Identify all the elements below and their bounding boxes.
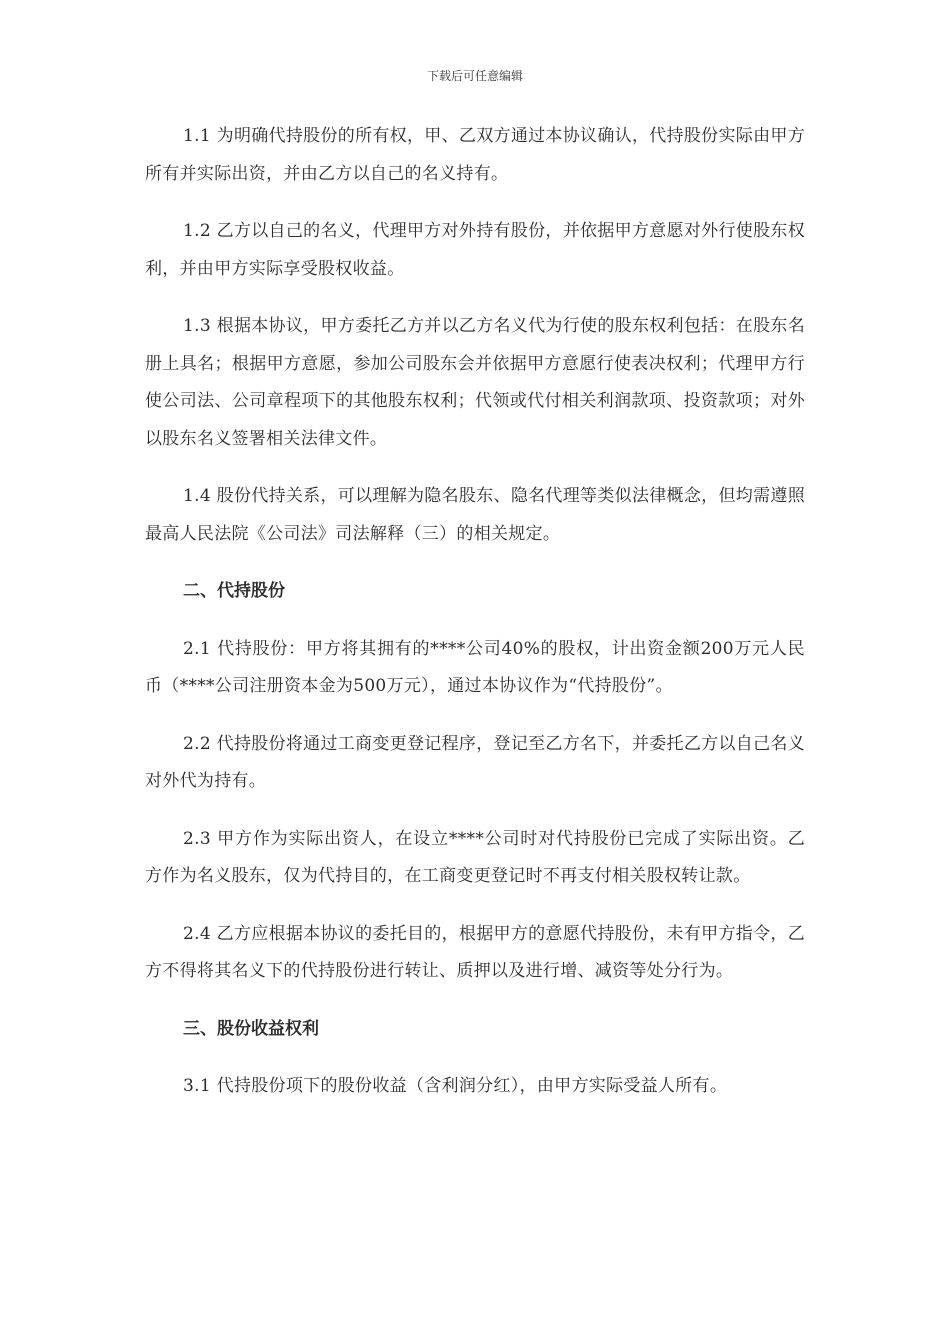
- clause-3-1: 3.1 代持股份项下的股份收益（含利润分红），由甲方实际受益人所有。: [183, 1076, 728, 1096]
- clause-1-2: 1.2 乙方以自己的名义，代理甲方对外持有股份，并依据甲方意愿对外行使股东权利，并由甲方实际享受股权收益。: [145, 221, 805, 279]
- clause-1-3: 1.3 根据本协议，甲方委托乙方并以乙方名义代为行使的股东权利包括：在股东名册上具名；根据甲方意愿，参加公司股东会并依据甲方意愿行使表决权利；代理甲方行使公司法、公司章程项下的其他股东权利；代领或代付相关利润款项、投资款项；对外以股东名义签署相关法律文件。: [145, 316, 805, 449]
- clause-2-4: 2.4 乙方应根据本协议的委托目的，根据甲方的意愿代持股份，未有甲方指令，乙方不得将其名义下的代持股份进行转让、质押以及进行增、减资等处分行为。: [145, 923, 805, 981]
- page-header-note: 下载后可任意编辑: [426, 69, 523, 83]
- section-heading-3: 三、股份收益权利: [183, 1018, 319, 1039]
- clause-1-4: 1.4 股份代持关系，可以理解为隐名股东、隐名代理等类似法律概念，但均需遵照最高人民法院《公司法》司法解释（三）的相关规定。: [145, 486, 805, 544]
- section-heading-2: 二、代持股份: [183, 581, 285, 601]
- clause-2-2: 2.2 代持股份将通过工商变更登记程序，登记至乙方名下，并委托乙方以自己名义对外代为持有。: [145, 733, 805, 791]
- clause-1-1: 1.1 为明确代持股份的所有权，甲、乙双方通过本协议确认，代持股份实际由甲方所有并实际出资，并由乙方以自己的名义持有。: [145, 126, 805, 184]
- clause-2-3: 2.3 甲方作为实际出资人，在设立****公司时对代持股份已完成了实际出资。乙方作为名义股东，仅为代持目的，在工商变更登记时不再支付相关股权转让款。: [145, 828, 805, 886]
- clause-2-1: 2.1 代持股份：甲方将其拥有的****公司40%的股权，计出资金额200万元人民币（****公司注册资本金为500万元），通过本协议作为“代持股份”。: [145, 638, 805, 696]
- document-body: [145, 118, 805, 1126]
